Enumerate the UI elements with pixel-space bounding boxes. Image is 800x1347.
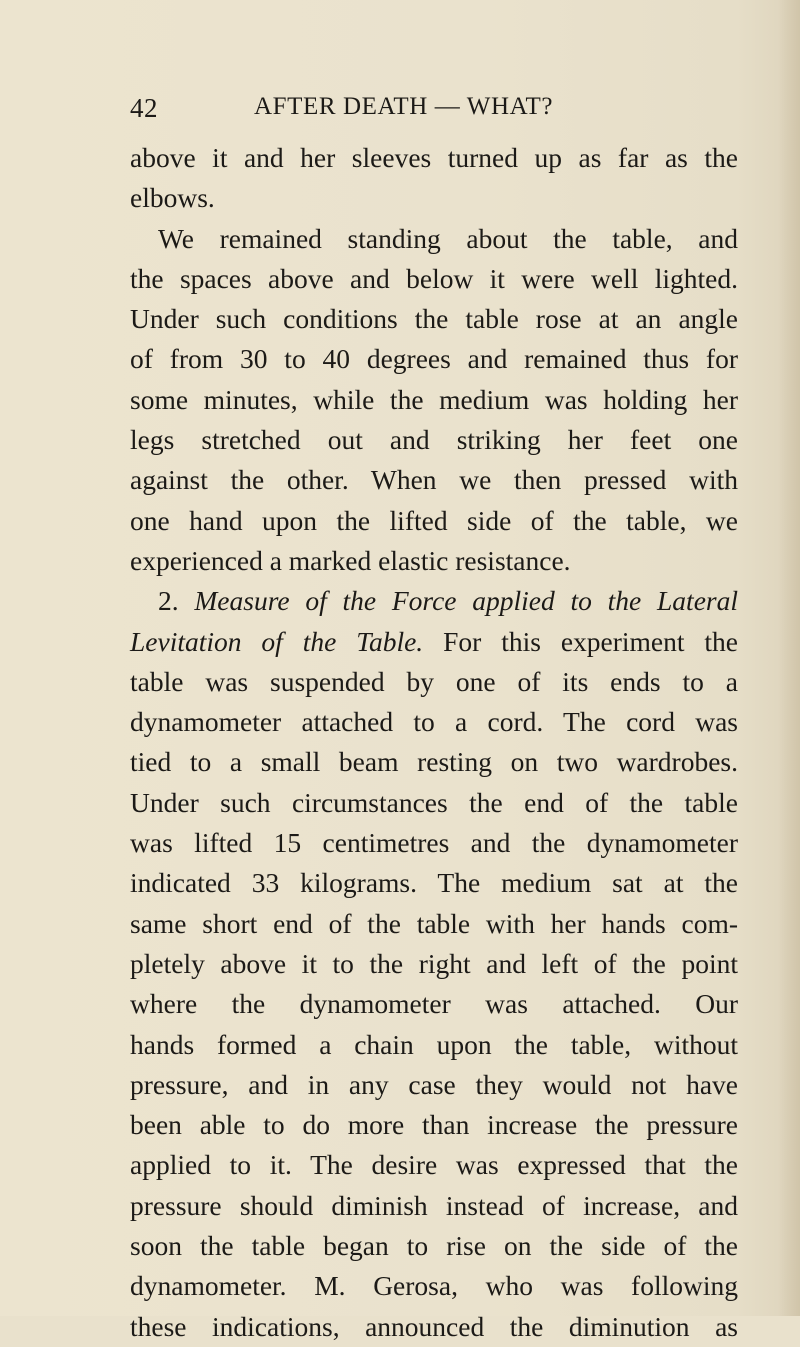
text-line: some minutes, while the medium was holding her — [130, 383, 738, 415]
text-line: pressure, and in any case they would not have — [130, 1068, 738, 1100]
text-line: soon the table began to rise on the side of the — [130, 1230, 738, 1262]
text-line: same short end of the table with her hands com- — [130, 907, 738, 939]
text-fragment: For this experiment the — [443, 625, 739, 657]
page-edge-shadow — [778, 0, 800, 1316]
text-line: applied to it. The desire was expressed that the — [130, 1149, 738, 1181]
text-line: elbows. — [130, 182, 215, 214]
running-title: AFTER DEATH — WHAT? — [254, 93, 554, 120]
text-line: the spaces above and below it were well lighted. — [130, 262, 738, 294]
text-line: Under such conditions the table rose at an angle — [130, 303, 738, 335]
text-line: experienced a marked elastic resistance. — [130, 544, 571, 576]
text-line: indicated 33 kilograms. The medium sat at the — [130, 867, 738, 899]
text-line: was lifted 15 centimetres and the dynamometer — [130, 827, 738, 859]
text-line: pletely above it to the right and left of the point — [130, 947, 738, 979]
section-heading-line — [130, 581, 738, 621]
section-heading-line — [130, 622, 738, 662]
section-number: 2. — [158, 585, 179, 617]
body-text — [130, 138, 738, 1347]
page-header — [130, 93, 730, 133]
paragraph-first-line: We remained standing about the table, and — [158, 222, 738, 254]
text-line: above it and her sleeves turned up as far as the — [130, 142, 738, 173]
text-line: been able to do more than increase the pressure — [130, 1109, 738, 1141]
text-line: legs stretched out and striking her feet one — [130, 424, 738, 456]
text-line: tied to a small beam resting on two wardrobes. — [130, 746, 738, 778]
text-line: hands formed a chain upon the table, without — [130, 1028, 738, 1060]
text-line: where the dynamometer was attached. Our — [130, 988, 738, 1020]
text-line: these indications, announced the diminution as — [130, 1310, 738, 1342]
section-title-italic: Measure of the Force applied to the Lateral — [194, 585, 738, 617]
text-line: pressure should diminish instead of increase, and — [130, 1189, 738, 1221]
page-number: 42 — [130, 93, 158, 123]
text-line: table was suspended by one of its ends to a — [130, 665, 738, 697]
text-line: against the other. When we then pressed with — [130, 464, 738, 496]
section-title-italic: Levitation of the Table. — [130, 625, 424, 657]
text-line: dynamometer attached to a cord. The cord was — [130, 706, 738, 738]
text-line: dynamometer. M. Gerosa, who was following — [130, 1270, 738, 1302]
text-line: of from 30 to 40 degrees and remained thus for — [130, 343, 738, 375]
text-line: one hand upon the lifted side of the table, we — [130, 504, 738, 536]
text-line: Under such circumstances the end of the table — [130, 786, 738, 818]
